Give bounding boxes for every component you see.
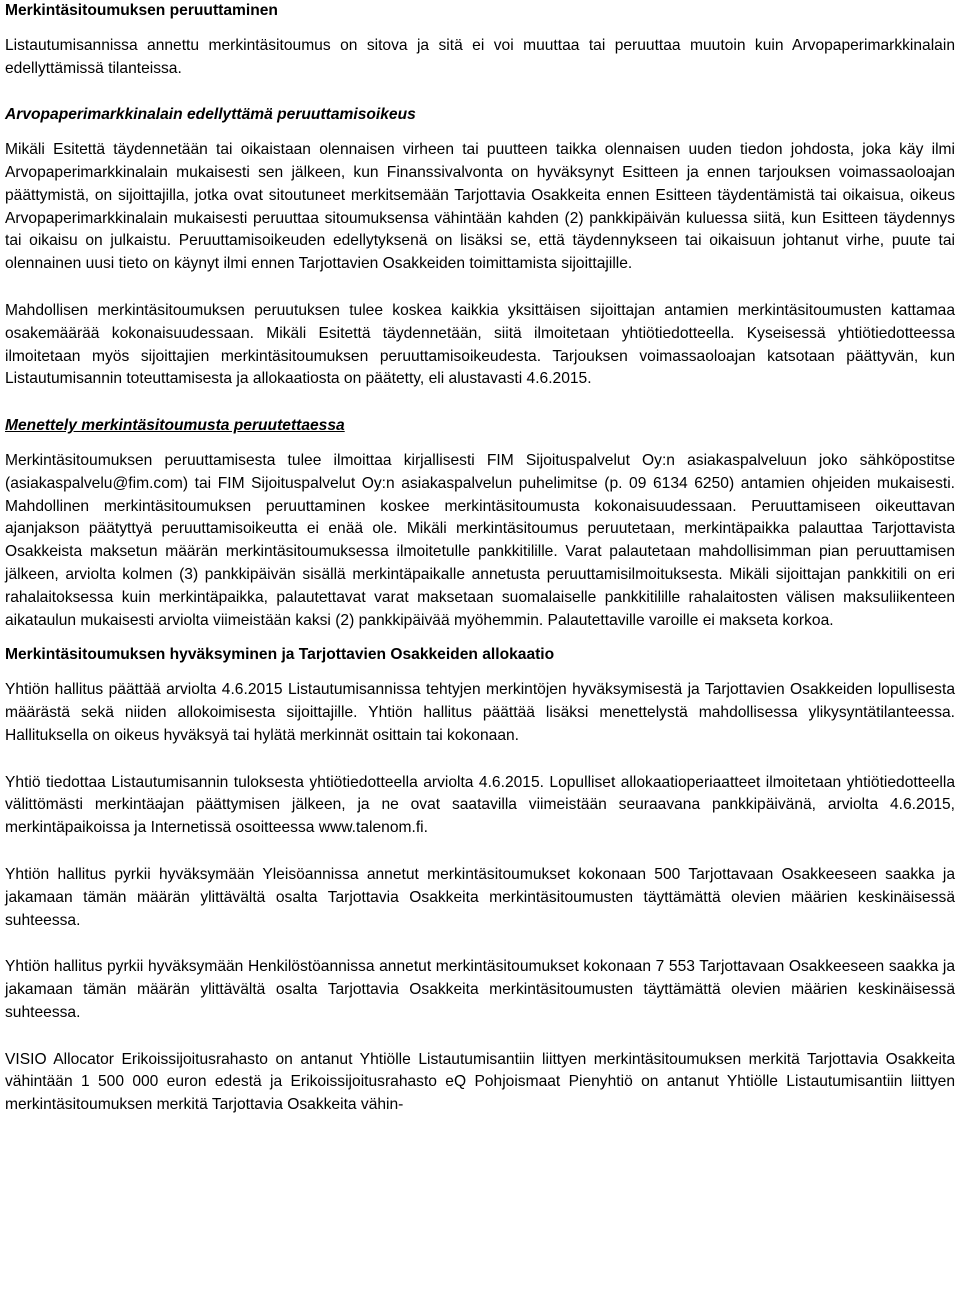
section-heading-statutory-withdrawal-right: Arvopaperimarkkinalain edellyttämä peruuttamisoikeus [5,106,416,124]
paragraph-public-offering-allocation: Yhtiön hallitus pyrkii hyväksymään Yleisöannissa annetut merkintäsitoumukset kokonaan 500 Tarjottavaan Osakkeeseen saakka ja jakamaan tämän määrän ylittävältä osalta Tarjottavia Osakkeita merkintäsitoumusten täyttämättä olevien määrien keskinäisessä suhteessa. [5,865,955,929]
paragraph-personnel-offering-allocation: Yhtiön hallitus pyrkii hyväksymään Henkilöstöannissa annetut merkintäsitoumukset kokonaan 7 553 Tarjottavaan Osakkeeseen saakka ja jakamaan tämän määrän ylittävältä osalta Tarjottavia Osakkeita merkintäsitoumusten täyttämättä olevien määrien keskinäisessä suhteessa. [5,958,955,1021]
document-page [5,0,955,1117]
section-heading-withdrawal-procedure: Menettely merkintäsitoumusta peruutettaessa [5,417,345,435]
paragraph-withdrawal-binding: Listautumisannissa annettu merkintäsitoumus on sitova ja sitä ei voi muuttaa tai peruuttaa muutoin kuin Arvopaperimarkkinalain edellyttämissä tilanteissa. [5,36,955,77]
paragraph-cornerstone-commitments: VISIO Allocator Erikoissijoitusrahasto on antanut Yhtiölle Listautumisantiin liittyen merkintäsitoumuksen merkitä Tarjottavia Osakkeita vähintään 1 500 000 euron edestä ja Erikoissijoitusrahasto eQ Pohjoismaat Pienyhtiö on antanut Yhtiölle Listautumisantiin liittyen merkintäsitoumuksen merkitä Tarjottavia Osakkeita vähin- [5,1050,955,1114]
paragraph-withdrawal-scope: Mahdollisen merkintäsitoumuksen peruutuksen tulee koskea kaikkia yksittäisen sijoittajan antamien merkintäsitoumusten kattamaa osakemäärää kokonaisuudessaan. Mikäli Esitettä täydennetään, siitä ilmoitetaan yhtiötiedotteella. Kyseisessä yhtiötiedotteessa ilmoitetaan myös sijoittajien merkintäsitoumuksen peruuttamisoikeudesta. Tarjouksen voimassaoloajan katsotaan päättyvän, kun Listautumisannin toteuttamisesta ja allokaatiosta on päätetty, eli alustavasti 4.6.2015. [5,301,955,388]
paragraph-board-decision: Yhtiön hallitus päättää arviolta 4.6.2015 Listautumisannissa tehtyjen merkintöjen hyväksymisestä ja Tarjottavien Osakkeiden lopullisesta määrästä sekä niiden allokoimisesta sijoittajille. Yhtiön hallitus päättää lisäksi menettelystä mahdollisessa ylikysyntätilanteessa. Hallituksella on oikeus hyväksyä tai hylätä merkinnät osittain tai kokonaan. [5,681,955,744]
paragraph-result-announcement: Yhtiö tiedottaa Listautumisannin tuloksesta yhtiötiedotteella arviolta 4.6.2015. Lopulliset allokaatioperiaatteet ilmoitetaan yhtiötiedotteella välittömästi merkintäajan päättymisen jälkeen, ja ne ovat saatavilla viimeistään seuraavana pankkipäivänä, arviolta 4.6.2015, merkintäpaikoissa ja Internetissä osoitteessa www.talenom.fi. [5,773,955,837]
paragraph-withdrawal-right-conditions: Mikäli Esitettä täydennetään tai oikaistaan olennaisen virheen tai puutteen taikka olennaisen uuden tiedon johdosta, joka käy ilmi Arvopaperimarkkinalain mukaisesti sen jälkeen, kun Finanssivalvonta on hyväksynyt Esitteen ja ennen tarjouksen voimassaoloajan päättymistä, on sijoittajilla, jotka ovat sitoutuneet merkitsemään Tarjottavia Osakkeita ennen Esitteen täydentämistä tai oikaisua, oikeus Arvopaperimarkkinalain mukaisesti peruuttaa sitoumuksensa vähintään kahden (2) pankkipäivän kuluessa siitä, kun Esitteen täydennys tai oikaisu on julkaistu. Peruuttamisoikeuden edellytyksenä on lisäksi se, että täydennykseen tai oikaisuun johtanut virhe, puute tai olennainen uusi tieto on käynyt ilmi ennen Tarjottavien Osakkeiden toimittamista sijoittajille. [5,141,955,273]
section-heading-withdrawal: Merkintäsitoumuksen peruuttaminen [5,2,278,19]
paragraph-withdrawal-procedure: Merkintäsitoumuksen peruuttamisesta tulee ilmoittaa kirjallisesti FIM Sijoituspalvelut Oy:n asiakaspalveluun joko sähköpostitse (asiakaspalvelu@fim.com) tai FIM Sijoituspalvelut Oy:n asiakaspalvelun puhelimitse (p. 09 6134 6250) antamien ohjeiden mukaisesti. Mahdollinen merkintäsitoumuksen peruuttaminen koskee merkintäsitoumusta kokonaisuudessaan. Peruuttamiseen oikeuttavan ajanjakson päätyttyä peruuttamisoikeutta ei enää ole. Mikäli merkintäsitoumus peruutetaan, merkintäpaikka palauttaa Tarjottavista Osakkeista maksetun määrän merkintäsitoumuksessa ilmoitetulle pankkitilille. Varat palautetaan mahdollisimman pian peruuttamisen jälkeen, arviolta kolmen (3) pankkipäivän sisällä merkintäpaikalle annetusta peruuttamisilmoituksesta. Mikäli sijoittajan pankkitili on eri rahalaitoksessa kuin merkintäpaikka, palautettavat varat maksetaan suomalaiselle pankkitilille rahalaitosten välisen maksuliikenteen aikataulun mukaisesti arviolta viimeistään kaksi (2) pankkipäivää myöhemmin. Palautettaville varoille ei makseta korkoa. [5,451,955,629]
section-heading-approval-allocation: Merkintäsitoumuksen hyväksyminen ja Tarjottavien Osakkeiden allokaatio [5,646,555,664]
